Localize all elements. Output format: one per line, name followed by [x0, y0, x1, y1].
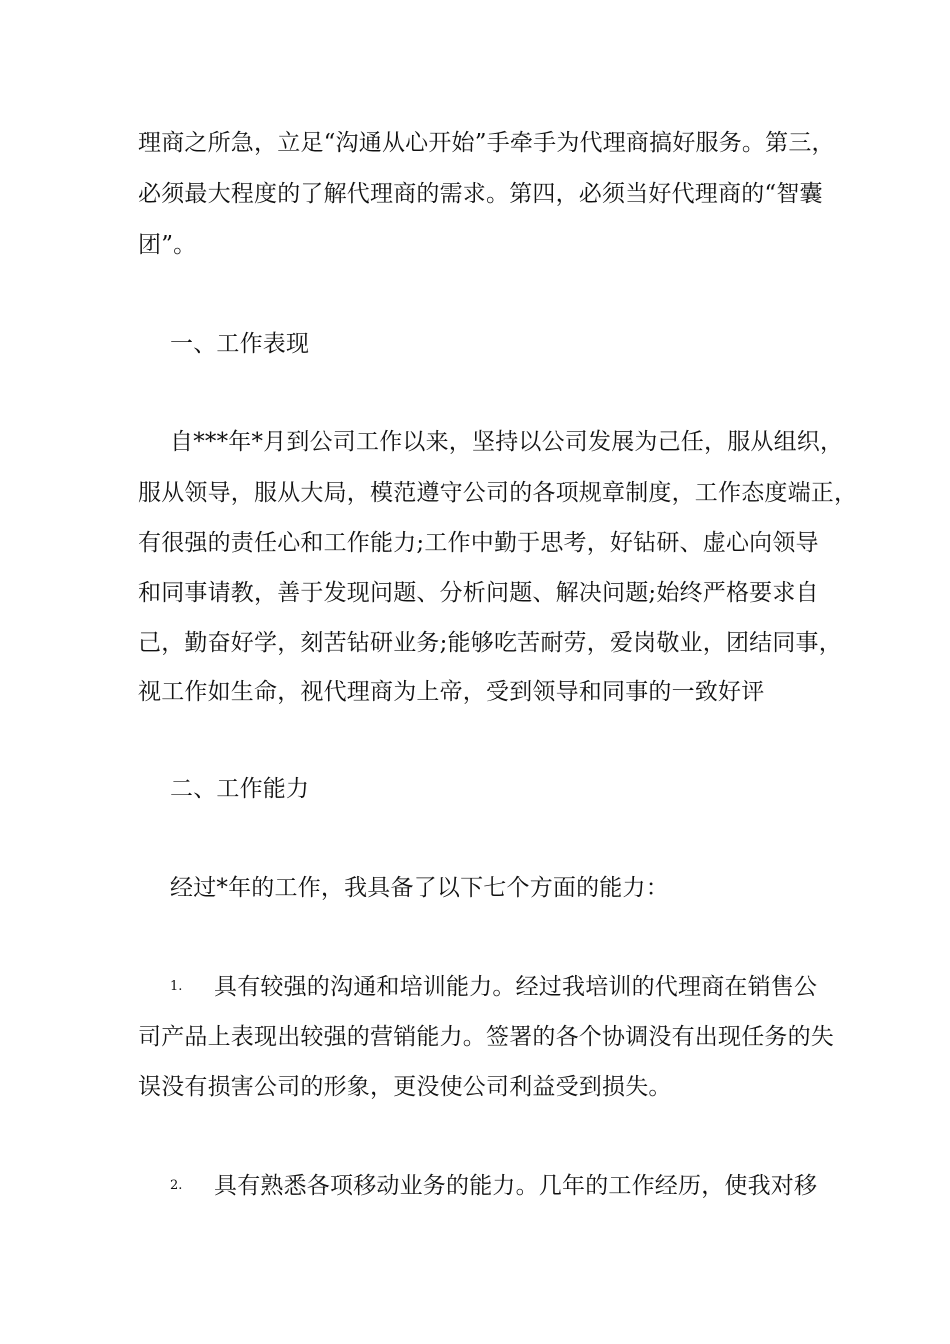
performance-line-1: 自***年*月到公司工作以来，坚持以公司发展为己任，服从组织，	[170, 429, 844, 455]
performance-line-6: 视工作如生命，视代理商为上帝，受到领导和同事的一致好评	[138, 679, 765, 705]
list-item-1-line-1: 具有较强的沟通和培训能力。经过我培训的代理商在销售公	[214, 974, 818, 1000]
ability-intro: 经过*年的工作，我具备了以下七个方面的能力：	[170, 875, 669, 901]
section-heading-ability: 二、工作能力	[170, 776, 310, 802]
intro-line-3: 团”。	[138, 232, 197, 258]
intro-line-1: 理商之所急，立足“沟通从心开始”手牵手为代理商搞好服务。第三，	[138, 130, 835, 156]
list-item-2-line-1: 具有熟悉各项移动业务的能力。几年的工作经历，使我对移	[214, 1173, 818, 1199]
list-item-1-line-2: 司产品上表现出较强的营销能力。签署的各个协调没有出现任务的失	[138, 1024, 834, 1050]
list-item-1-line-3: 误没有损害公司的形象，更没使公司利益受到损失。	[138, 1074, 672, 1100]
section-heading-performance: 一、工作表现	[170, 331, 310, 357]
intro-line-2: 必须最大程度的了解代理商的需求。第四，必须当好代理商的“智囊	[138, 181, 823, 207]
list-item-number-2: 2.	[170, 1178, 183, 1193]
performance-line-2: 服从领导，服从大局，模范遵守公司的各项规章制度，工作态度端正，	[138, 480, 858, 506]
performance-line-3: 有很强的责任心和工作能力;工作中勤于思考，好钻研、虚心向领导	[138, 530, 819, 556]
list-item-number-1: 1.	[170, 979, 183, 994]
performance-line-5: 己，勤奋好学，刻苦钻研业务;能够吃苦耐劳，爱岗敬业，团结同事，	[138, 630, 842, 656]
performance-line-4: 和同事请教，善于发现问题、分析问题、解决问题;始终严格要求自	[138, 580, 819, 606]
